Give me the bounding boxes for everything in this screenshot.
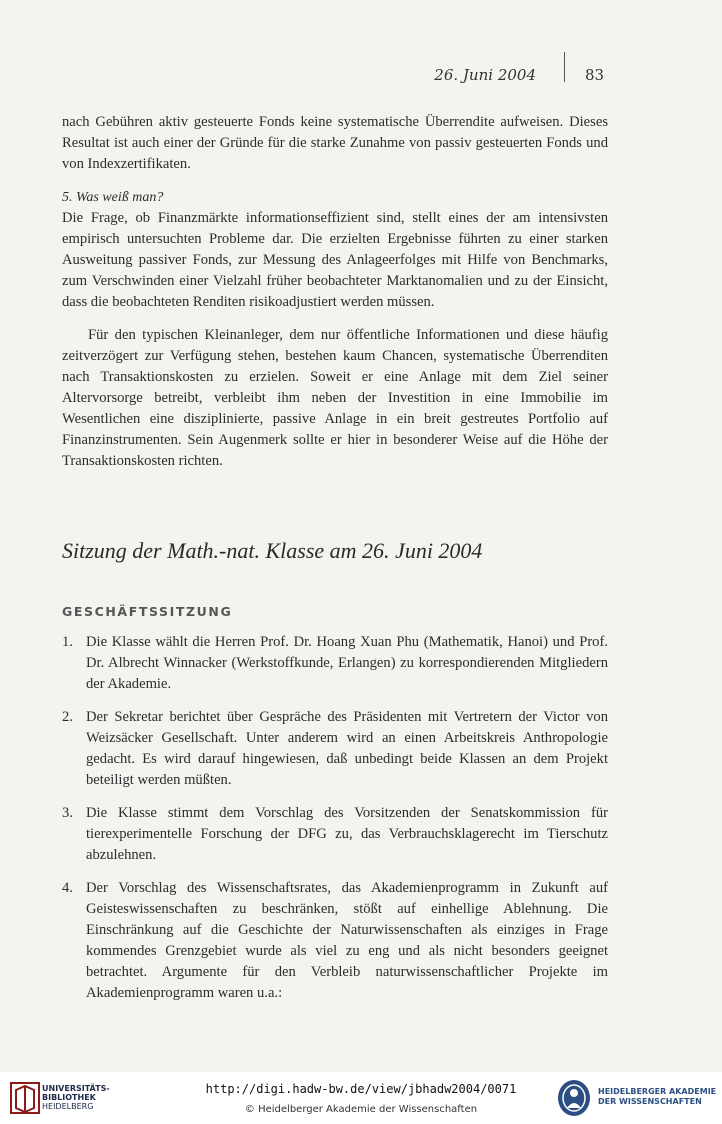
list-item-number: 2. — [62, 709, 73, 725]
academy-seal-icon[interactable] — [556, 1078, 592, 1118]
list-item-text: Der Sekretar berichtet über Gespräche des Präsidenten mit Vertretern der Victor von Weizsäcker Gesellschaft. Unter anderem wird an einen Arbeitskreis Anthropologie gedacht. Es wird darauf hingewiesen, daß unbedingt beide Klassen an dem Projekt beteiligt werden müßten. — [86, 709, 608, 788]
list-item-text: Die Klasse wählt die Herren Prof. Dr. Hoang Xuan Phu (Mathematik, Hanoi) und Prof. Dr. Albrecht Winnacker (Werkstoffkunde, Erlangen) zu korrespondierenden Mitgliedern der Akademie. — [86, 634, 608, 692]
viewer-footer — [0, 1072, 722, 1124]
list-item — [62, 707, 608, 791]
header-divider — [564, 52, 565, 82]
list-item — [62, 803, 608, 866]
page-number: 83 — [585, 66, 605, 84]
list-item-text: Die Klasse stimmt dem Vorschlag des Vorsitzenden der Senatskommission für tierexperimentelle Forschung der DFG zu, das Verbrauchsklagerecht im Tierschutz abzulehnen. — [86, 805, 608, 863]
list-item-number: 1. — [62, 634, 73, 650]
subheading: 5. Was weiß man? — [62, 190, 164, 205]
section-title: Sitzung der Math.-nat. Klasse am 26. Juni 2004 — [62, 538, 483, 563]
numbered-list — [62, 632, 608, 1016]
document-url-link[interactable]: http://digi.hadw-bw.de/view/jbhadw2004/0071 — [205, 1082, 517, 1096]
paragraph-2: Die Frage, ob Finanzmärkte informationseffizient sind, stellt eines der am intensivsten empirisch untersuchten Probleme dar. Die erzielten Ergebnisse führten zu einer starken Ausweitung passiver Fonds, zur Messung des Anlageerfolges mit Hilfe von Benchmarks, zum Verschwinden einer Vielzahl früher beobachteter Marktanomalien und zu der Einsicht, dass die beobachteten Renditen risikoadjustiert werden müssen. — [62, 210, 608, 310]
running-header — [0, 66, 722, 90]
list-item-number: 4. — [62, 880, 73, 896]
paragraph-1: nach Gebühren aktiv gesteuerte Fonds keine systematische Überrendite aufweisen. Dieses Resultat ist auch einer der Gründe für die starke Zunahme von passiv gesteuerten Fonds und von Indexzertifikaten. — [62, 114, 608, 172]
list-item-number: 3. — [62, 805, 73, 821]
paragraph-3: Für den typischen Kleinanleger, dem nur öffentliche Informationen und diese häufig zeitverzögert zur Verfügung stehen, bestehen kaum Chancen, systematische Überrenditen nach Transaktionskosten zu erzielen. Soweit er eine Anlage mit dem Ziel seiner Altervorsorge betreibt, verbleibt ihm neben der Investition in eine Immobilie im Wesentlichen eine disziplinierte, passive Anlage in ein breit gestreutes Portfolio auf Finanzinstrumenten. Sein Augenmerk sollte er hier in besonderer Weise auf die Höhe der Transaktionskosten richten. — [62, 327, 608, 469]
section-kicker: GESCHÄFTSSITZUNG — [62, 604, 233, 619]
header-date: 26. Juni 2004 — [434, 66, 536, 84]
body-text — [62, 112, 608, 472]
university-library-label: UNIVERSITÄTS- BIBLIOTHEK HEIDELBERG — [42, 1084, 110, 1111]
list-item — [62, 632, 608, 695]
academy-label: HEIDELBERGER AKADEMIE DER WISSENSCHAFTEN — [598, 1087, 717, 1106]
copyright-notice: © Heidelberger Akademie der Wissenschaften — [244, 1104, 478, 1115]
list-item-text: Der Vorschlag des Wissenschaftsrates, das Akademienprogramm in Zukunft auf Geisteswissenschaften zu beschränken, stößt auf einhellige Ablehnung. Die Einschränkung auf die Geschichte der Naturwissenschaften als einziges in Frage kommendes Grenzgebiet wurde als viel zu eng und als nicht besonders geeignet betrachtet. Argumente für den Verbleib naturwissenschaftlicher Projekte im Akademienprogramm waren u.a.: — [86, 880, 608, 1001]
list-item — [62, 878, 608, 1004]
